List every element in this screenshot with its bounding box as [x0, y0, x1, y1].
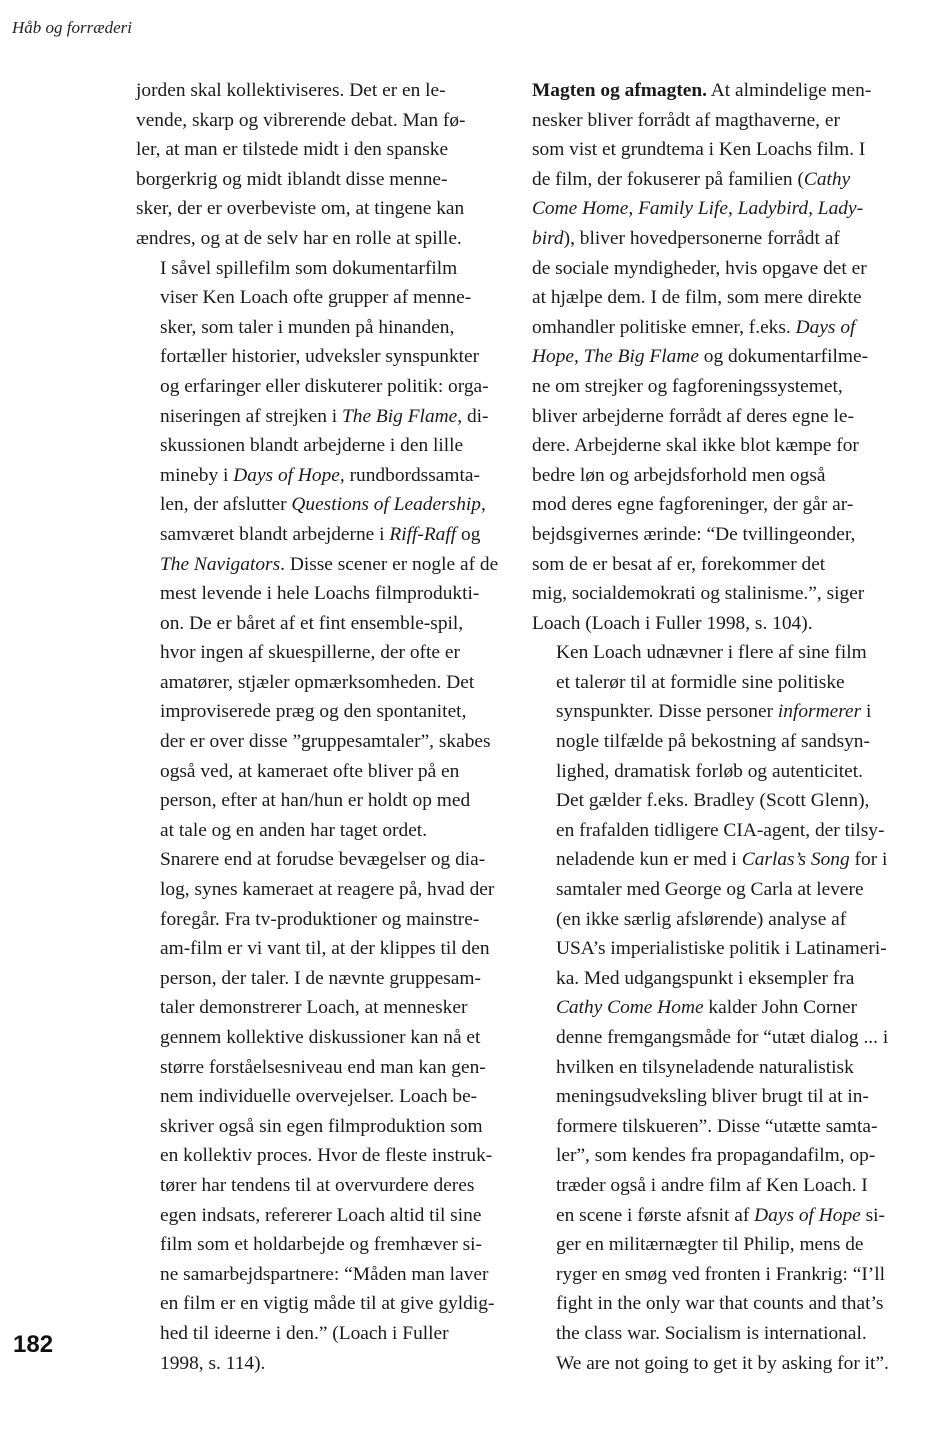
- text-segment: hed til ideerne i den.” (Loach i Fuller: [160, 1322, 449, 1344]
- text-line: [136, 1349, 512, 1379]
- text-segment: , di-: [457, 405, 489, 427]
- text-line: [136, 609, 512, 639]
- text-line: [136, 1112, 512, 1142]
- text-segment: samtaler med George og Carla at levere: [556, 879, 864, 901]
- text-segment: også ved, at kameraet ofte bliver på en: [160, 760, 460, 782]
- text-line: [136, 579, 512, 609]
- text-line: [136, 76, 512, 106]
- text-segment: bejdsgivernes ærinde: “De tvillingeonder,: [532, 523, 856, 545]
- text-segment: som vist et grundtema i Ken Loachs film. I: [532, 139, 866, 161]
- text-segment: samværet blandt arbejderne i: [160, 523, 390, 545]
- text-line: [136, 1319, 512, 1349]
- text-line: [532, 905, 908, 935]
- text-segment: mod deres egne fagforeninger, der går ar-: [532, 494, 854, 516]
- text-segment: meningsudveksling bliver brugt til at in-: [556, 1086, 869, 1108]
- text-line: [532, 1289, 908, 1319]
- text-segment: de sociale myndigheder, hvis opgave det er: [532, 257, 867, 279]
- text-segment: . Disse scener er nogle af de: [280, 553, 499, 575]
- text-segment: hvor ingen af skuespillerne, der ofte er: [160, 642, 460, 664]
- text-line: [532, 1201, 908, 1231]
- text-segment: bedre løn og arbejdsforhold men også: [532, 464, 826, 486]
- italic-title: Cathy Come Home: [556, 997, 704, 1019]
- text-segment: USA’s imperialistiske politik i Latinameri-: [556, 938, 887, 960]
- text-line: [136, 490, 512, 520]
- text-line: [136, 165, 512, 195]
- italic-title: Hope, The Big Flame: [532, 346, 699, 368]
- text-line: [136, 520, 512, 550]
- text-segment: nem individuelle overvejelser. Loach be-: [160, 1086, 478, 1108]
- text-line: [532, 638, 908, 668]
- text-segment: vende, skarp og vibrerende debat. Man fø-: [136, 109, 466, 131]
- italic-title: Riff-Raff: [389, 523, 457, 545]
- text-line: [532, 283, 908, 313]
- text-line: [532, 313, 908, 343]
- text-segment: Loach (Loach i Fuller 1998, s. 104).: [532, 612, 813, 634]
- text-segment: som de er besat af er, forekommer det: [532, 553, 826, 575]
- text-segment: (en ikke særlig afslørende) analyse af: [556, 908, 847, 930]
- text-segment: og erfaringer eller diskuterer politik: orga-: [160, 375, 489, 397]
- text-segment: og: [456, 523, 481, 545]
- text-segment: jorden skal kollektiviseres. Det er en le-: [136, 80, 446, 101]
- text-segment: ler”, som kendes fra propagandafilm, op-: [556, 1145, 876, 1167]
- text-line: [532, 135, 908, 165]
- text-segment: denne fremgangsmåde for “utæt dialog ... i: [556, 1027, 889, 1048]
- text-segment: person, efter at han/hun er holdt op med: [160, 790, 471, 812]
- text-segment: skussionen blandt arbejderne i den lille: [160, 435, 464, 457]
- section-heading: Magten og afmagten.: [532, 80, 708, 101]
- text-segment: ændres, og at de selv har en rolle at spille.: [136, 227, 462, 249]
- text-segment: formere tilskueren”. Disse “utætte samta-: [556, 1115, 878, 1137]
- text-segment: at tale og en anden har taget ordet.: [160, 819, 428, 841]
- text-segment: sker, der er overbeviste om, at tingene kan: [136, 198, 465, 220]
- italic-title: Cathy: [803, 168, 851, 190]
- text-line: [532, 1112, 908, 1142]
- text-line: [136, 816, 512, 846]
- text-segment: si-: [860, 1204, 886, 1226]
- page-number: 182: [13, 1331, 54, 1358]
- text-line: [532, 254, 908, 284]
- text-line: [532, 165, 908, 195]
- text-line: [136, 1053, 512, 1083]
- italic-title: Questions of Leadership: [291, 494, 481, 516]
- paragraph: [532, 76, 908, 638]
- text-segment: ger en militærnægter til Philip, mens de: [556, 1234, 864, 1256]
- text-line: [136, 224, 512, 254]
- text-line: [532, 1171, 908, 1201]
- text-line: [532, 1082, 908, 1112]
- italic-title: bird: [532, 227, 564, 249]
- text-segment: Snarere end at forudse bevægelser og dia-: [160, 849, 486, 871]
- text-segment: improviserede præg og den spontanitet,: [160, 701, 467, 723]
- text-segment: mest levende i hele Loachs filmprodukti-: [160, 583, 480, 605]
- text-segment: ), bliver hovedpersonerne forrådt af: [563, 227, 840, 249]
- text-segment: omhandler politiske emner, f.eks.: [532, 316, 796, 338]
- text-line: [532, 609, 908, 639]
- text-line: [136, 194, 512, 224]
- italic-title: Days of Hope: [233, 464, 340, 486]
- text-segment: Ken Loach udnævner i flere af sine film: [556, 642, 867, 664]
- paragraph: [532, 638, 908, 1378]
- text-line: [136, 697, 512, 727]
- text-line: [532, 1260, 908, 1290]
- text-line: [136, 135, 512, 165]
- text-line: [532, 1349, 908, 1379]
- text-line: [136, 845, 512, 875]
- text-line: [532, 579, 908, 609]
- text-line: [532, 372, 908, 402]
- text-segment: bliver arbejderne forrådt af deres egne le-: [532, 405, 854, 427]
- text-line: [532, 845, 908, 875]
- text-line: [532, 342, 908, 372]
- text-segment: len, der afslutter: [160, 494, 292, 516]
- text-segment: gennem kollektive diskussioner kan nå et: [160, 1027, 481, 1048]
- text-segment: nesker bliver forrådt af magthaverne, er: [532, 109, 840, 131]
- text-line: [532, 431, 908, 461]
- text-line: [136, 342, 512, 372]
- text-segment: en film er en vigtig måde til at give gyldig-: [160, 1293, 495, 1315]
- text-line: [136, 1141, 512, 1171]
- text-segment: hvilken en tilsyneladende naturalistisk: [556, 1056, 854, 1078]
- text-segment: niseringen af strejken i: [160, 405, 342, 427]
- text-line: [136, 638, 512, 668]
- text-line: [532, 757, 908, 787]
- text-segment: person, der taler. I de nævnte gruppesam-: [160, 967, 481, 989]
- text-line: [532, 1319, 908, 1349]
- text-segment: mineby i: [160, 464, 234, 486]
- text-line: [136, 1230, 512, 1260]
- text-segment: synspunkter. Disse personer: [556, 701, 778, 723]
- text-line: [532, 1141, 908, 1171]
- text-line: [532, 786, 908, 816]
- text-segment: der er over disse ”gruppesamtaler”, skabes: [160, 731, 491, 753]
- text-line: [136, 254, 512, 284]
- text-line: [136, 461, 512, 491]
- italic-title: The Navigators: [160, 553, 281, 575]
- text-segment: I såvel spillefilm som dokumentarfilm: [160, 257, 458, 279]
- text-segment: 1998, s. 114).: [160, 1352, 266, 1374]
- text-segment: We are not going to get it by asking for it”.: [556, 1352, 889, 1374]
- text-segment: en kollektiv proces. Hvor de fleste instruk-: [160, 1145, 493, 1167]
- text-line: [532, 1023, 908, 1053]
- text-line: [532, 490, 908, 520]
- text-segment: taler demonstrerer Loach, at mennesker: [160, 997, 468, 1019]
- paragraph: [136, 76, 512, 254]
- left-text-column: [136, 76, 512, 1378]
- text-segment: , rundbordssamta-: [339, 464, 480, 486]
- italic-title: informerer: [777, 701, 862, 723]
- text-line: [532, 816, 908, 846]
- text-segment: ne samarbejdspartnere: “Måden man laver: [160, 1263, 489, 1285]
- text-segment: nogle tilfælde på bekostning af sandsyn-: [556, 731, 870, 753]
- text-line: [136, 1171, 512, 1201]
- text-segment: neladende kun er med i: [556, 849, 742, 871]
- text-segment: film som et holdarbejde og fremhæver si-: [160, 1234, 483, 1256]
- text-segment: kalder John Corner: [703, 997, 858, 1019]
- text-segment: tører har tendens til at overvurdere deres: [160, 1174, 475, 1196]
- text-line: [136, 372, 512, 402]
- text-line: [136, 313, 512, 343]
- text-segment: ne om strejker og fagforeningssystemet,: [532, 375, 843, 397]
- text-line: [136, 1023, 512, 1053]
- text-segment: for i: [849, 849, 888, 871]
- text-line: [532, 875, 908, 905]
- text-segment: træder også i andre film af Ken Loach. I: [556, 1174, 868, 1196]
- text-segment: ler, at man er tilstede midt i den spanske: [136, 139, 449, 161]
- text-line: [532, 1230, 908, 1260]
- text-line: [532, 1053, 908, 1083]
- text-line: [532, 550, 908, 580]
- italic-title: The Big Flame: [342, 405, 458, 427]
- text-segment: borgerkrig og midt iblandt disse menne-: [136, 168, 448, 190]
- text-segment: en frafalden tidligere CIA-agent, der tilsy-: [556, 819, 885, 841]
- text-line: [136, 106, 512, 136]
- text-segment: sker, som taler i munden på hinanden,: [160, 316, 455, 338]
- right-text-column: [532, 76, 908, 1378]
- text-line: [532, 194, 908, 224]
- text-segment: lighed, dramatisk forløb og autenticitet.: [556, 760, 863, 782]
- text-line: [136, 431, 512, 461]
- text-segment: ka. Med udgangspunkt i eksempler fra: [556, 967, 855, 989]
- text-segment: større forståelsesniveau end man kan gen-: [160, 1056, 486, 1078]
- text-line: [136, 668, 512, 698]
- text-line: [136, 786, 512, 816]
- italic-title: Come Home, Family Life, Ladybird, Lady-: [532, 198, 864, 220]
- text-segment: og dokumentarfilme-: [698, 346, 869, 368]
- text-line: [136, 402, 512, 432]
- text-line: [136, 283, 512, 313]
- text-segment: ryger en smøg ved fronten i Frankrig: “I’ll: [556, 1263, 886, 1285]
- text-line: [136, 1289, 512, 1319]
- text-line: [136, 875, 512, 905]
- text-segment: skriver også sin egen filmproduktion som: [160, 1115, 483, 1137]
- paragraph: [136, 254, 512, 1379]
- text-segment: amatører, stjæler opmærksomheden. Det: [160, 671, 475, 693]
- text-line: [532, 668, 908, 698]
- text-line: [532, 993, 908, 1023]
- text-segment: en scene i første afsnit af: [556, 1204, 755, 1226]
- text-segment: am-film er vi vant til, at der klippes til den: [160, 938, 490, 960]
- italic-title: Days of Hope: [754, 1204, 861, 1226]
- text-segment: fortæller historier, udveksler synspunkter: [160, 346, 480, 368]
- text-segment: egen indsats, refererer Loach altid til sine: [160, 1204, 482, 1226]
- text-line: [532, 727, 908, 757]
- text-segment: dere. Arbejderne skal ikke blot kæmpe for: [532, 435, 859, 457]
- text-line: [136, 993, 512, 1023]
- text-segment: at hjælpe dem. I de film, som mere direkte: [532, 287, 862, 309]
- text-segment: et talerør til at formidle sine politiske: [556, 671, 845, 693]
- text-segment: foregår. Fra tv-produktioner og mainstre-: [160, 908, 480, 930]
- text-line: [136, 727, 512, 757]
- text-segment: At almindelige men-: [707, 80, 872, 101]
- text-line: [532, 76, 908, 106]
- text-segment: de film, der fokuserer på familien (: [532, 168, 804, 190]
- text-segment: mig, socialdemokrati og stalinisme.”, siger: [532, 583, 865, 605]
- text-segment: fight in the only war that counts and that’s: [556, 1293, 884, 1315]
- text-line: [136, 905, 512, 935]
- text-segment: log, synes kameraet at reagere på, hvad der: [160, 879, 495, 901]
- text-line: [532, 964, 908, 994]
- text-line: [532, 402, 908, 432]
- text-line: [532, 106, 908, 136]
- text-line: [136, 934, 512, 964]
- text-line: [136, 964, 512, 994]
- italic-title: Carlas’s Song: [741, 849, 850, 871]
- text-line: [136, 1260, 512, 1290]
- text-line: [532, 461, 908, 491]
- text-segment: ,: [480, 494, 486, 516]
- text-line: [532, 697, 908, 727]
- text-segment: on. De er båret af et fint ensemble-spil,: [160, 612, 464, 634]
- text-line: [136, 550, 512, 580]
- text-segment: viser Ken Loach ofte grupper af menne-: [160, 287, 472, 309]
- text-line: [532, 224, 908, 254]
- text-segment: Det gælder f.eks. Bradley (Scott Glenn),: [556, 790, 870, 812]
- running-head: Håb og forræderi: [12, 18, 132, 37]
- text-segment: i: [861, 701, 872, 723]
- text-line: [136, 1201, 512, 1231]
- text-segment: the class war. Socialism is international.: [556, 1322, 867, 1344]
- text-line: [532, 520, 908, 550]
- text-line: [532, 934, 908, 964]
- text-line: [136, 1082, 512, 1112]
- text-line: [136, 757, 512, 787]
- italic-title: Days of: [795, 316, 856, 338]
